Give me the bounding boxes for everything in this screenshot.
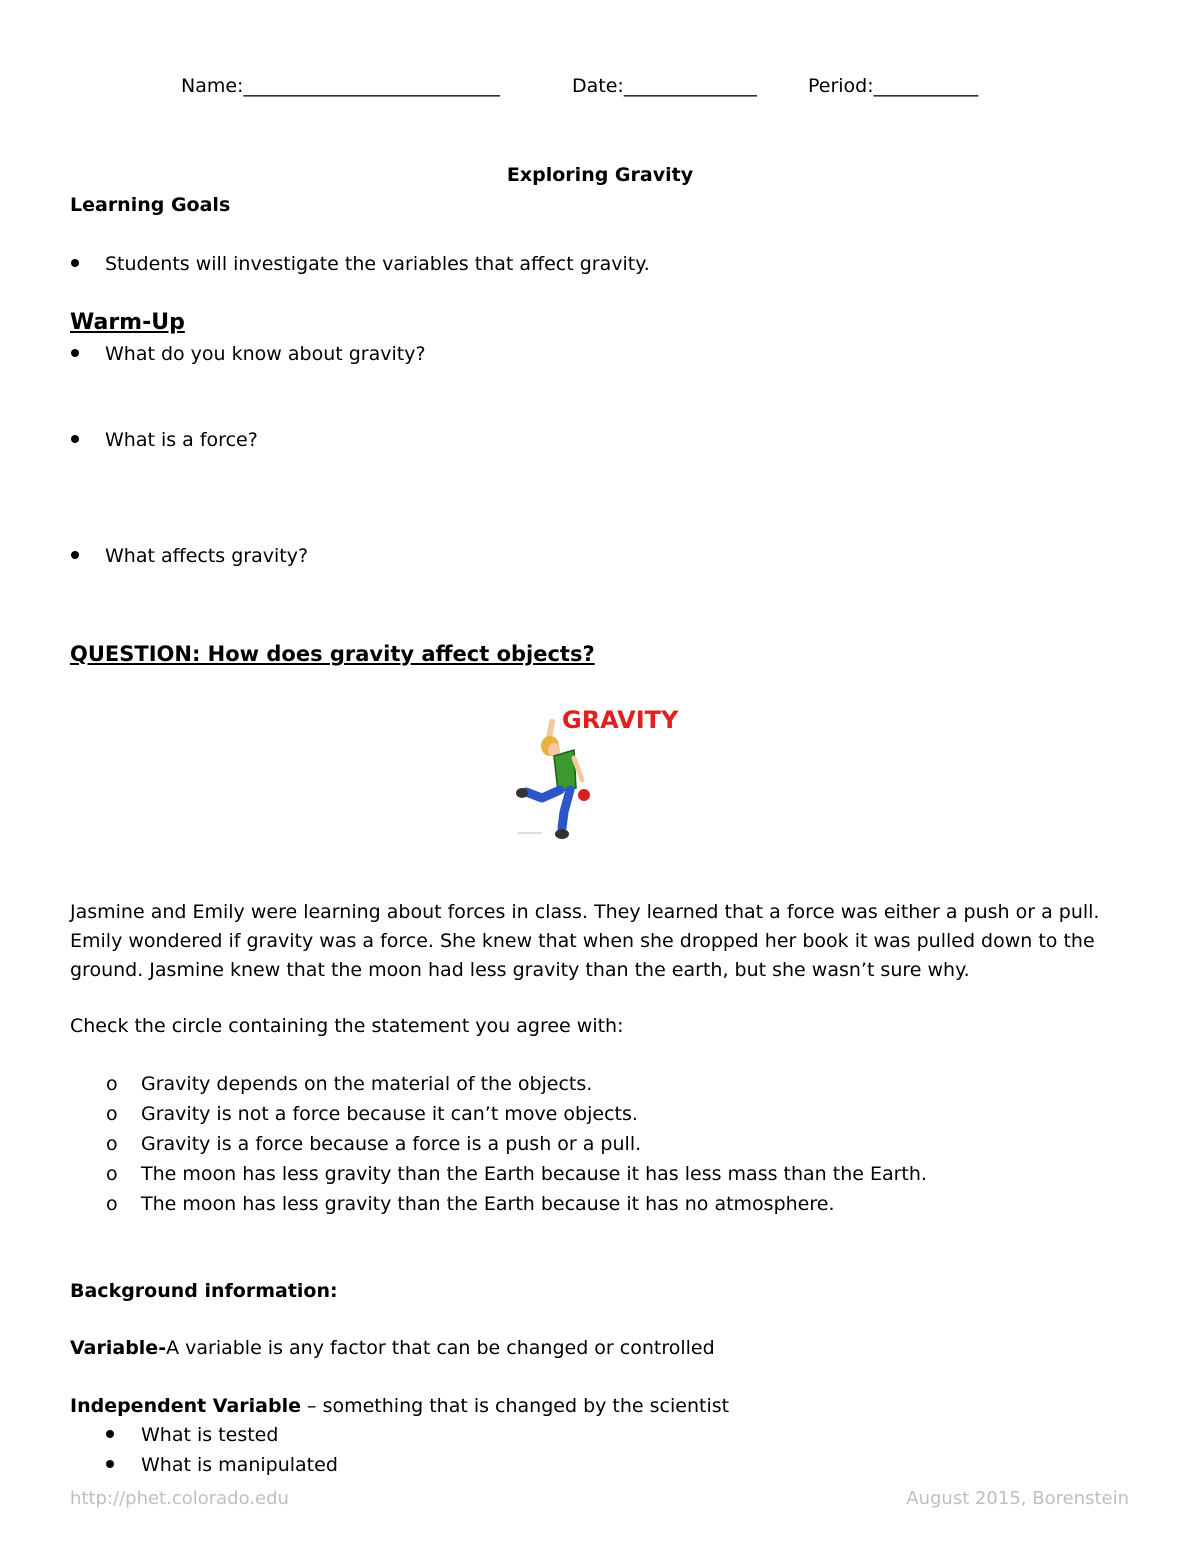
name-field-label: Name:___________________________ [181,75,500,97]
option-text: The moon has less gravity than the Earth because it has no atmosphere. [141,1193,835,1215]
option-circle-icon[interactable]: o [106,1163,118,1185]
option-text: Gravity is not a force because it can’t move objects. [141,1103,638,1125]
check-prompt: Check the circle containing the statement you agree with: [70,1015,624,1037]
option-circle-icon[interactable]: o [106,1133,118,1155]
variable-def: A variable is any factor that can be changed or controlled [166,1337,715,1359]
question-heading: QUESTION: How does gravity affect objects? [70,642,595,666]
warm-up-heading: Warm-Up [70,310,185,335]
option-circle-icon[interactable]: o [106,1103,118,1125]
bullet-icon [71,435,79,443]
bullet-icon [71,259,79,267]
bullet-icon [71,349,79,357]
story-line: Emily wondered if gravity was a force. She knew that when she dropped her book it was pulled down to the [70,930,1095,952]
gravity-label: GRAVITY [562,706,679,734]
option-text: Gravity depends on the material of the objects. [141,1073,593,1095]
bullet-icon [106,1460,114,1468]
learning-goal-item: Students will investigate the variables that affect gravity. [105,253,650,275]
gravity-illustration [512,700,692,845]
learning-goals-heading: Learning Goals [70,194,231,216]
date-field-label: Date:______________ [572,75,757,97]
warm-up-item: What affects gravity? [105,545,309,567]
bullet-icon [106,1430,114,1438]
warm-up-item: What do you know about gravity? [105,343,426,365]
bullet-icon [71,551,79,559]
variable-term: Variable- [70,1337,167,1359]
independent-variable-def: – something that is changed by the scientist [301,1395,730,1417]
independent-variable-definition [70,1394,729,1418]
falling-child-image [512,700,692,845]
option-circle-icon[interactable]: o [106,1193,118,1215]
independent-variable-item: What is manipulated [141,1454,338,1476]
warm-up-item: What is a force? [105,429,258,451]
story-line: Jasmine and Emily were learning about forces in class. They learned that a force was either a push or a pull. [70,901,1100,923]
independent-variable-term: Independent Variable [70,1395,301,1417]
story-line: ground. Jasmine knew that the moon had less gravity than the earth, but she wasn’t sure why. [70,959,970,981]
period-field-label: Period:___________ [808,75,979,97]
footer-url: http://phet.colorado.edu [70,1488,289,1509]
independent-variable-item: What is tested [141,1424,279,1446]
background-heading: Background information: [70,1280,338,1302]
option-circle-icon[interactable]: o [106,1073,118,1095]
page-title: Exploring Gravity [506,164,694,186]
variable-definition [70,1336,715,1360]
option-text: Gravity is a force because a force is a push or a pull. [141,1133,642,1155]
option-text: The moon has less gravity than the Earth because it has less mass than the Earth. [141,1163,927,1185]
footer-credit: August 2015, Borenstein [906,1488,1129,1509]
